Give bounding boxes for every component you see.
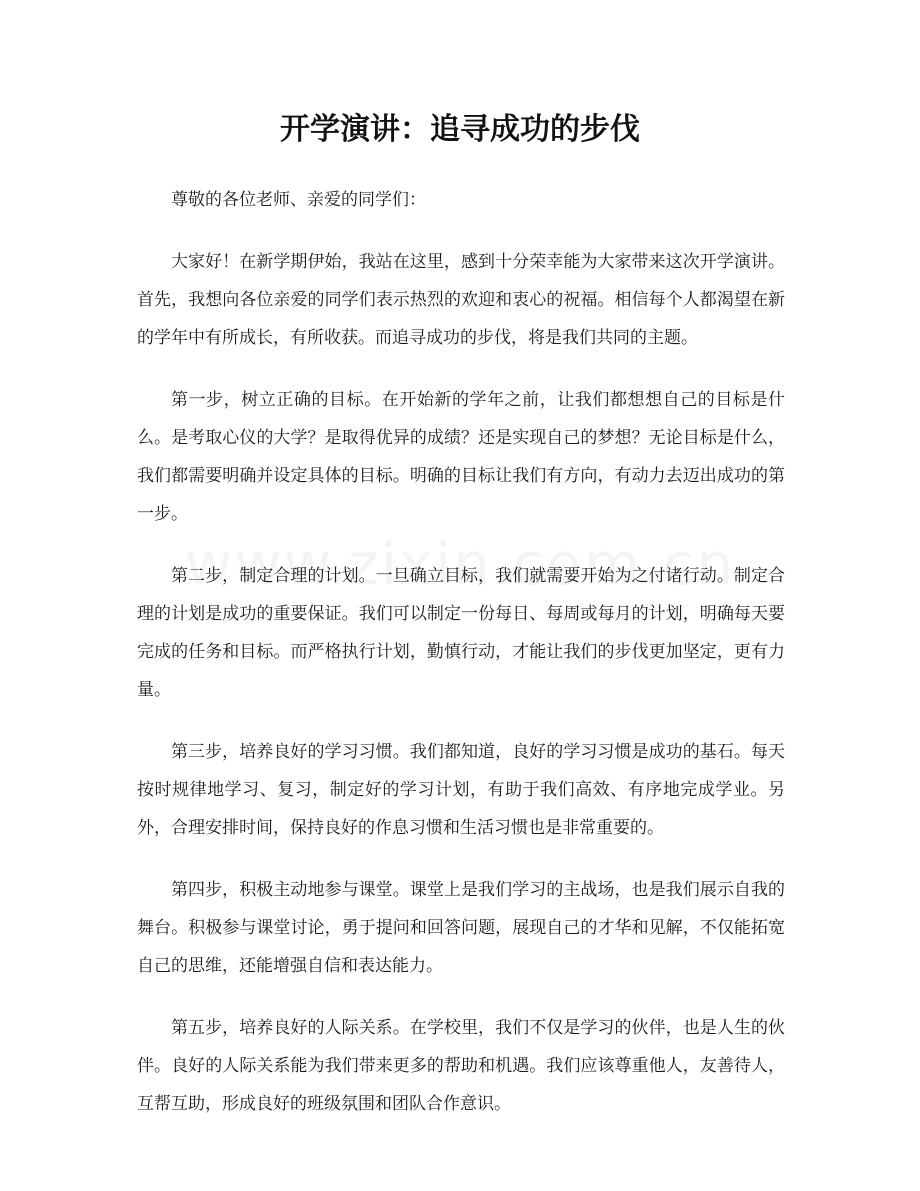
paragraph-step-4: 第四步，积极主动地参与课堂。课堂上是我们学习的主战场，也是我们展示自我的舞台。积极参与课堂讨论，勇于提问和回答问题，展现自己的才华和见解，不仅能拓宽自己的思维，还能增强自信和表达能力。 bbox=[137, 880, 785, 976]
paragraph-step-3: 第三步，培养良好的学习习惯。我们都知道，良好的学习习惯是成功的基石。每天按时规律地学习、复习，制定好的学习计划，有助于我们高效、有序地完成学业。另外，合理安排时间，保持良好的作息习惯和生活习惯也是非常重要的。 bbox=[137, 742, 785, 838]
document-body bbox=[137, 181, 785, 1147]
paragraph-step-2: 第二步，制定合理的计划。一旦确立目标，我们就需要开始为之付诸行动。制定合理的计划是成功的重要保证。我们可以制定一份每日、每周或每月的计划，明确每天要完成的任务和目标。而严格执行计划，勤慎行动，才能让我们的步伐更加坚定，更有力量。 bbox=[137, 566, 785, 700]
page-title: 开学演讲：追寻成功的步伐 bbox=[280, 112, 640, 147]
paragraph-step-5: 第五步，培养良好的人际关系。在学校里，我们不仅是学习的伙伴，也是人生的伙伴。良好的人际关系能为我们带来更多的帮助和机遇。我们应该尊重他人，友善待人，互帮互助，形成良好的班级氛围和团队合作意识。 bbox=[137, 1018, 785, 1114]
paragraph-step-1: 第一步，树立正确的目标。在开始新的学年之前，让我们都想想自己的目标是什么。是考取心仪的大学？是取得优异的成绩？还是实现自己的梦想？无论目标是什么，我们都需要明确并设定具体的目标。明确的目标让我们有方向，有动力去迈出成功的第一步。 bbox=[137, 390, 785, 524]
salutation: 尊敬的各位老师、亲爱的同学们： bbox=[171, 190, 426, 210]
paragraph-intro: 大家好！在新学期伊始，我站在这里，感到十分荣幸能为大家带来这次开学演讲。首先，我想向各位亲爱的同学们表示热烈的欢迎和衷心的祝福。相信每个人都渴望在新的学年中有所成长，有所收获。而追寻成功的步伐，将是我们共同的主题。 bbox=[137, 252, 785, 348]
